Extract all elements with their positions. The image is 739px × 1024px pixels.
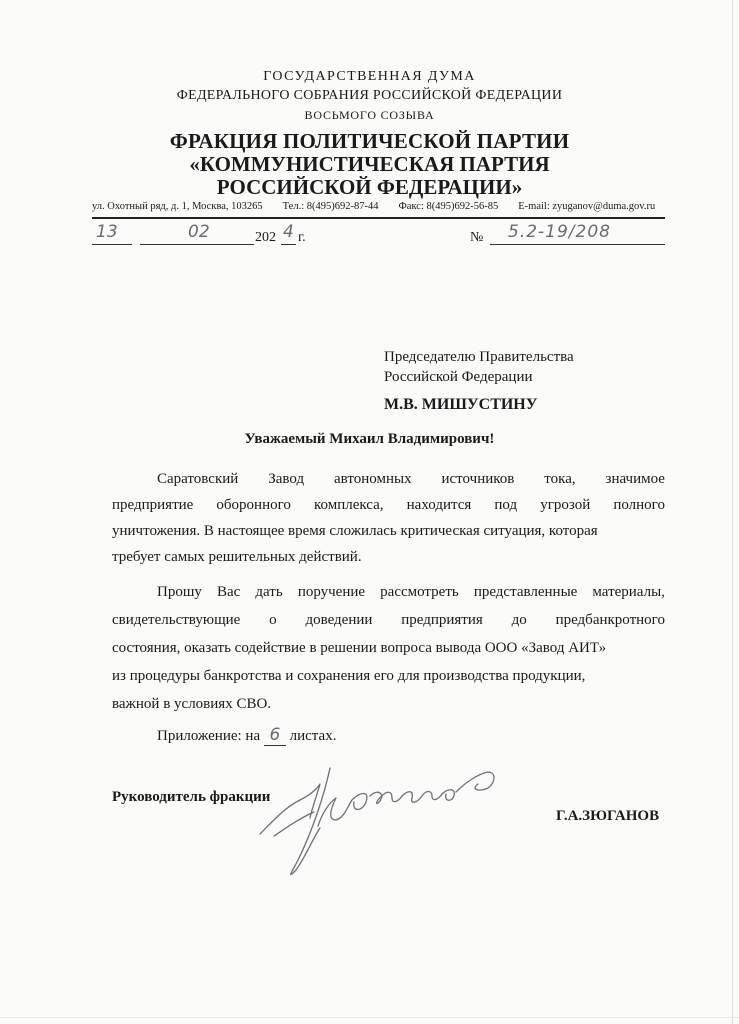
word: Завод xyxy=(268,471,305,487)
p1-line1 xyxy=(112,471,665,488)
attachment-count-blank xyxy=(264,725,286,746)
word: предприятие xyxy=(112,497,194,513)
word: Саратовский xyxy=(157,471,239,487)
p2-line5: важной в условиях СВО. xyxy=(112,696,272,712)
signatory-title: Руководитель фракции xyxy=(112,789,271,805)
word: находится xyxy=(406,497,472,513)
number-label: № xyxy=(470,230,484,245)
word: под xyxy=(494,497,518,513)
word: предбанкротного xyxy=(555,612,665,628)
word: предприятия xyxy=(401,612,483,628)
date-day-underline xyxy=(92,244,132,245)
word: значимое xyxy=(605,471,665,487)
header-rule xyxy=(92,217,665,219)
signatory-name: Г.А.ЗЮГАНОВ xyxy=(556,808,660,824)
recipient-name: М.В. МИШУСТИНУ xyxy=(384,396,538,413)
word: источников xyxy=(441,471,515,487)
p1-line3: уничтожения. В настоящее время сложилась критическая ситуация, которая xyxy=(112,523,598,539)
faction-title-line1: ФРАКЦИЯ ПОЛИТИЧЕСКОЙ ПАРТИИ xyxy=(169,129,570,153)
word: рассмотреть xyxy=(380,584,459,600)
word: дать xyxy=(255,584,283,600)
date-day: 13 xyxy=(96,222,118,242)
word: представленные xyxy=(473,584,578,600)
address-text: ул. Охотный ряд, д. 1, Москва, 103265 xyxy=(92,201,263,212)
word: оборонного xyxy=(216,497,291,513)
word: автономных xyxy=(334,471,412,487)
greeting: Уважаемый Михаил Владимирович! xyxy=(244,431,495,447)
word: комплекса, xyxy=(313,497,384,513)
word: Вас xyxy=(216,584,241,600)
word: доведении xyxy=(305,612,373,628)
word: угрозой xyxy=(540,497,591,513)
date-year-suffix: г. xyxy=(298,230,306,245)
word: поручение xyxy=(297,584,366,600)
word: полного xyxy=(613,497,665,513)
contact-line xyxy=(92,201,672,212)
p2-line4: из процедуры банкротства и сохранения его для производства продукции, xyxy=(112,668,586,684)
date-month: 02 xyxy=(188,222,210,242)
word: свидетельствующие xyxy=(112,612,241,628)
attachment-suffix: листах. xyxy=(289,728,337,744)
p2-line1 xyxy=(112,584,665,601)
number-value: 5.2-19/208 xyxy=(508,222,611,242)
attachment-line xyxy=(157,725,336,746)
date-year-underline xyxy=(281,244,296,245)
handwritten-signature xyxy=(256,756,516,886)
date-year-prefix: 202 xyxy=(255,230,276,245)
fax-text: Факс: 8(495)692-56-85 xyxy=(398,201,499,212)
duma-subtitle: ФЕДЕРАЛЬНОГО СОБРАНИЯ РОССИЙСКОЙ ФЕДЕРАЦИИ xyxy=(176,88,563,103)
duma-title: ГОСУДАРСТВЕННАЯ ДУМА xyxy=(263,69,476,84)
attachment-count: 6 xyxy=(269,725,281,745)
faction-title-line2: «КОММУНИСТИЧЕСКАЯ ПАРТИЯ xyxy=(189,152,550,176)
email-text: E-mail: zyuganov@duma.gov.ru xyxy=(518,201,656,212)
p2-line3: состояния, оказать содействие в решении вопроса вывода ООО «Завод АИТ» xyxy=(112,640,607,656)
date-month-underline xyxy=(140,244,254,245)
word: материалы, xyxy=(592,584,665,600)
p1-line2 xyxy=(112,497,665,514)
faction-title-line3: РОССИЙСКОЙ ФЕДЕРАЦИИ» xyxy=(216,175,523,199)
phone-text: Тел.: 8(495)692-87-44 xyxy=(282,201,379,212)
attachment-prefix: Приложение: на xyxy=(157,728,261,744)
p2-line2 xyxy=(112,612,665,629)
word: до xyxy=(511,612,527,628)
recipient-line2: Российской Федерации xyxy=(384,369,533,385)
word: о xyxy=(269,612,277,628)
p1-line4: требует самых решительных действий. xyxy=(112,549,362,565)
number-underline xyxy=(490,244,665,245)
word: тока, xyxy=(544,471,576,487)
duma-convocation: ВОСЬМОГО СОЗЫВА xyxy=(304,108,435,122)
date-year-digit: 4 xyxy=(283,222,294,242)
recipient-line1: Председателю Правительства xyxy=(384,349,574,365)
page-edge-bottom xyxy=(0,1017,739,1018)
word: Прошу xyxy=(157,584,202,600)
